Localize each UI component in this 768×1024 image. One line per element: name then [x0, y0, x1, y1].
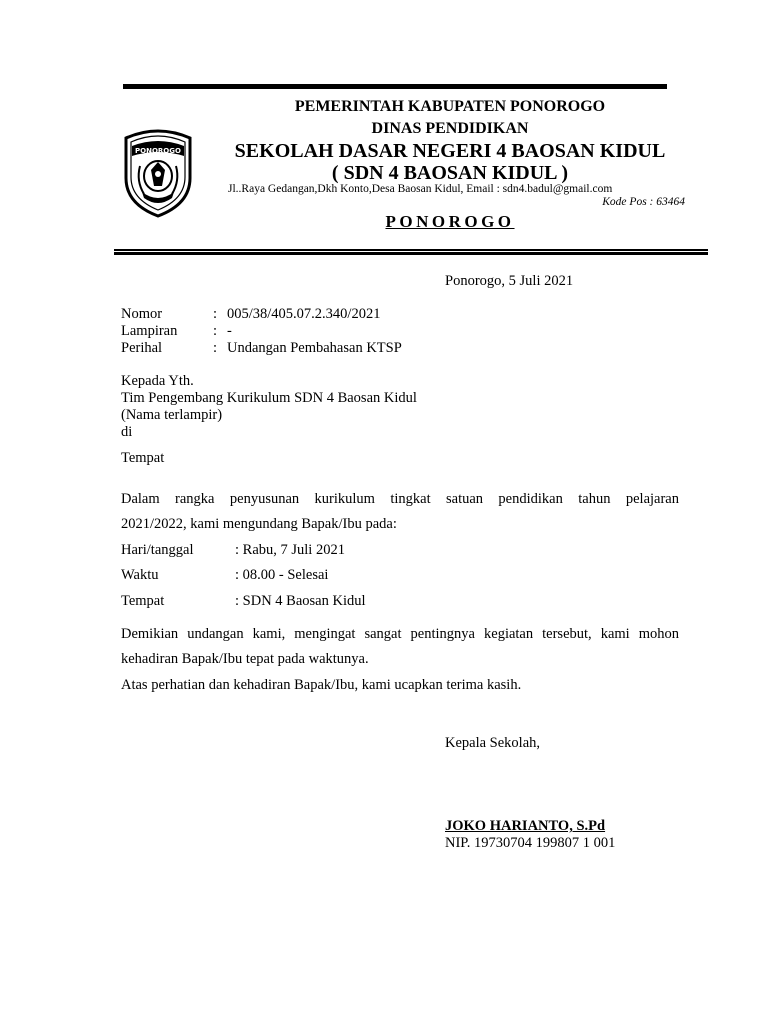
detail-value-date: : Rabu, 7 Juli 2021	[235, 542, 345, 558]
header-divider-thick	[114, 252, 708, 255]
header-school-short: ( SDN 4 BAOSAN KIDUL )	[331, 162, 569, 184]
recipient-di: di	[121, 424, 133, 440]
meta-label-perihal: Perihal	[121, 340, 163, 356]
closing-paragraph-line2: kehadiran Bapak/Ibu tepat pada waktunya.	[121, 651, 369, 667]
signature-title: Kepala Sekolah,	[445, 735, 541, 751]
detail-label-date: Hari/tanggal	[121, 542, 194, 558]
meta-sep-lampiran: :	[213, 323, 218, 339]
top-border-line	[123, 84, 667, 89]
meta-sep-nomor: :	[213, 306, 218, 322]
meta-sep-perihal: :	[213, 340, 218, 356]
meta-label-nomor: Nomor	[121, 306, 163, 322]
signature-nip: NIP. 19730704 199807 1 001	[445, 835, 616, 851]
header-school-name: SEKOLAH DASAR NEGERI 4 BAOSAN KIDUL	[234, 140, 666, 162]
closing-paragraph-line1: Demikian undangan kami, mengingat sangat pentingnya kegiatan tersebut, kami mohon	[121, 626, 679, 642]
thanks-line: Atas perhatian dan kehadiran Bapak/Ibu, kami ucapkan terima kasih.	[121, 677, 522, 693]
header-postal-code: Kode Pos : 63464	[602, 196, 685, 208]
signature-name: JOKO HARIANTO, S.Pd	[445, 818, 606, 834]
header-divider-thin	[114, 249, 708, 251]
header-government: PEMERINTAH KABUPATEN PONOROGO	[294, 98, 606, 115]
recipient-greeting: Kepada Yth.	[121, 373, 194, 389]
meta-value-perihal: Undangan Pembahasan KTSP	[227, 340, 402, 356]
recipient-note: (Nama terlampir)	[121, 407, 223, 423]
meta-value-lampiran: -	[227, 323, 232, 339]
detail-value-time: : 08.00 - Selesai	[235, 567, 329, 583]
ponorogo-regency-emblem	[118, 126, 198, 218]
intro-paragraph-line1: Dalam rangka penyusunan kurikulum tingkat satuan pendidikan tahun pelajaran	[121, 491, 679, 507]
header-department: DINAS PENDIDIKAN	[371, 120, 529, 137]
detail-label-time: Waktu	[121, 567, 159, 583]
emblem-label: PONOROGO	[135, 147, 181, 155]
recipient-to: Tim Pengembang Kurikulum SDN 4 Baosan Kidul	[121, 390, 417, 406]
header-address: Jl..Raya Gedangan,Dkh Konto,Desa Baosan Kidul, Email : sdn4.badul@gmail.com	[228, 183, 613, 195]
meta-label-lampiran: Lampiran	[121, 323, 178, 339]
header-city: PONOROGO	[385, 212, 515, 231]
meta-value-nomor: 005/38/405.07.2.340/2021	[227, 306, 381, 322]
detail-label-venue: Tempat	[121, 593, 165, 609]
recipient-place: Tempat	[121, 450, 165, 466]
detail-value-venue: : SDN 4 Baosan Kidul	[235, 593, 366, 609]
intro-paragraph-line2: 2021/2022, kami mengundang Bapak/Ibu pada:	[121, 516, 397, 532]
place-date: Ponorogo, 5 Juli 2021	[445, 273, 574, 289]
